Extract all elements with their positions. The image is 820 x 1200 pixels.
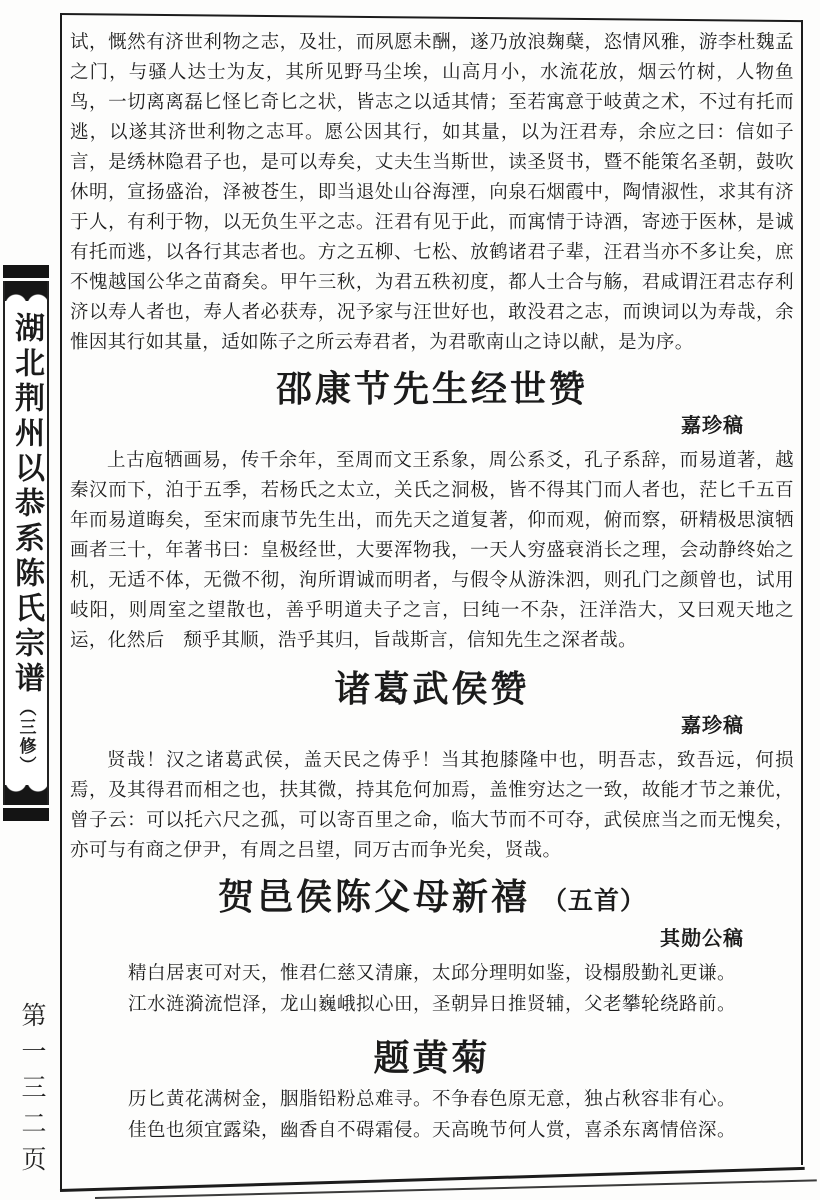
- page-edge-artifact: [95, 1179, 817, 1199]
- spine-title: [5, 301, 47, 785]
- poem-heyihou: [70, 959, 794, 1021]
- poem-line: 历匕黄花满树金，胭脂铅粉总难寻。不争春色原无意，独占秋容非有心。: [127, 1090, 736, 1110]
- frame-border-right: [801, 20, 803, 1165]
- section-body-shaokangjie: 上古庖牺画易，传千余年，至周而文王系象，周公系爻，孔子系辞，而易道著，越秦汉而下，泊于五季，若杨氏之太立，关氏之洞极，皆不得其门而人者也，茫匕千五百年而易道晦矣，至宋而康节先生出，而先天之道复著，仰而观，俯而察，研精极思演牺画者三十，年著书曰：皇极经世，大要浑物我，一天人穷盛衰消长之理，会动静终始之机，无适不体，无微不彻，洵所谓诚而明者，与假令从游洙泗，则孔门之颜曾也，试用岐阳，则周室之望散也，善乎明道夫子之言，曰纯一不杂，汪洋浩大，又曰观天地之运，化然后 颓乎其顺，浩乎其归，旨哉斯言，信知先生之深者哉。: [70, 451, 794, 651]
- spine-cap-bottom: [3, 808, 49, 821]
- section-title-heyihou: [70, 876, 794, 923]
- frame-border-left: [60, 13, 62, 1191]
- section-title-tihuangju: 题黄菊: [373, 1038, 491, 1078]
- spine-cloud-ornament-bottom: [5, 785, 47, 805]
- section-title-shaokangjie: 邵康节先生经世赞: [275, 369, 588, 409]
- spine-title-note: （三修）: [16, 698, 36, 775]
- frame-border-top: [60, 13, 803, 22]
- page-number: 第一三二页: [18, 1002, 45, 1182]
- poem-line: 精白居衷可对天，惟君仁慈又清廉，太邱分理明如鉴，设榻殷勤礼更谦。: [127, 964, 736, 984]
- page-content: [70, 22, 794, 1147]
- spine-cartouche: [3, 265, 49, 823]
- spine-frame: [3, 281, 49, 805]
- spine-cap-top: [3, 265, 49, 278]
- section-attribution: 其勋公稿: [660, 928, 744, 950]
- spine-cloud-ornament-top: [5, 281, 47, 301]
- spine-title-main: 湖北荆州以恭系陈氏宗谱: [10, 311, 43, 697]
- poem-line: 佳色也须宜露染，幽香自不碍霜侵。天高晚节何人赏，喜杀东离情倍深。: [127, 1121, 736, 1141]
- section-body-zhugewuhou: 贤哉！汉之诸葛武侯，盖天民之俦乎！当其抱膝隆中也，明吾志，致吾远，何损焉，及其得君而相之也，扶其微，持其危何加焉，盖惟穷达之一致，故能才节之兼优，曾子云：可以托六尺之孤，可以寄百里之命，临大节而不可夺，武侯庶当之而无愧矣，亦可与有商之伊尹，有周之吕望，同万古而争光矣，贤哉。: [70, 751, 794, 861]
- section-title-text: 贺邑侯陈父母新禧: [217, 877, 530, 917]
- section-attribution: 嘉珍稿: [681, 415, 744, 437]
- poem-tihuangju: [70, 1085, 794, 1147]
- poem-line: 江水涟漪流恺泽，龙山巍峨拟心田，圣朝异日推贤辅，父老攀轮绕路前。: [127, 995, 736, 1015]
- section-title-note: （五首）: [542, 888, 647, 915]
- section-attribution: 嘉珍稿: [681, 715, 744, 737]
- intro-paragraph: 试，慨然有济世利物之志，及壮，而夙愿未酬，遂乃放浪麹蘖，恣情风雅，游李杜魏孟之门，与骚人达士为友，其所见野马尘埃，山高月小，水流花放，烟云竹树，人物鱼鸟，一切离离磊匕怪匕奇匕之状，皆志之以适其情；至若寓意于岐黄之术，不过有托而逃，以遂其济世利物之志耳。愿公因其行，如其量，以为汪君寿，余应之曰：信如子言，是绣林隐君子也，是可以寿矣，丈夫生当斯世，读圣贤书，暨不能策名圣朝，鼓吹休明，宣扬盛治，泽被苍生，即当退处山谷海湮，向泉石烟霞中，陶情淑性，求其有济于人，有利于物，以无负生平之志。汪君有见于此，而寓情于诗酒，寄迹于医林，是诚有托而逃，以各行其志者也。方之五柳、七松、放鹤诸君子辈，汪君当亦不多让矣，庶不愧越国公华之苗裔矣。甲午三秋，为君五秩初度，都人士合与觞，君咸谓汪君志存利济以寿人者也，寿人者必获寿，况予家与汪世好也，敢没君之志，而谀词以为寿哉，余惟因其行如其量，适如陈子之所云寿君者，为君歌南山之诗以献，是为序。: [70, 33, 794, 353]
- section-title-zhugewuhou: 诸葛武侯赞: [334, 669, 530, 709]
